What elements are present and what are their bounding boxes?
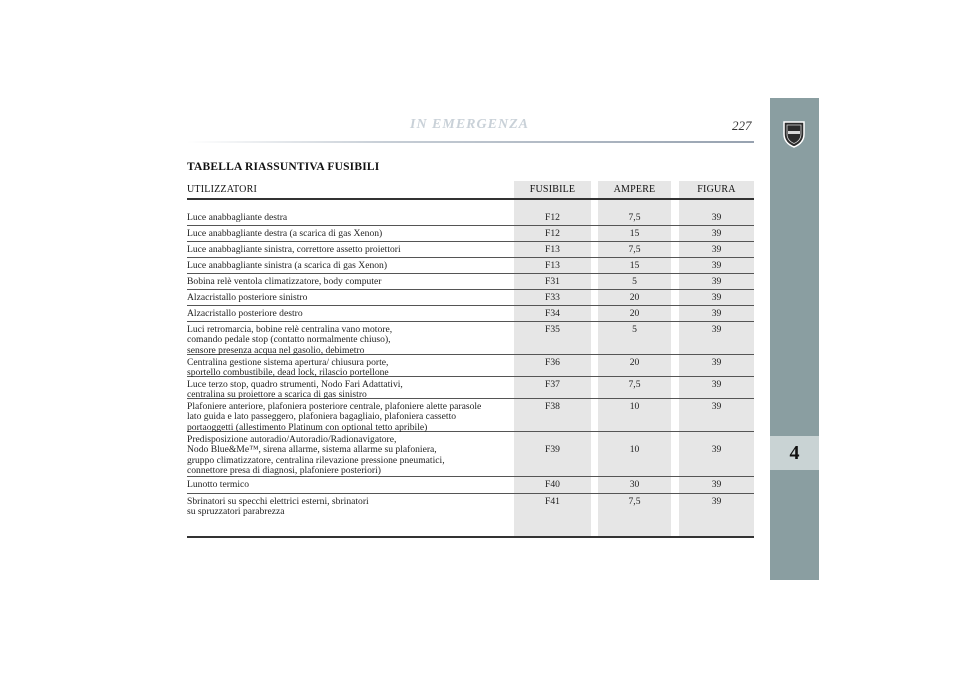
table-row bbox=[187, 432, 754, 477]
cell-figura: 39 bbox=[711, 379, 722, 390]
cell-ampere: 20 bbox=[629, 357, 640, 368]
cell-fusibile: F41 bbox=[545, 496, 560, 507]
column-header-utilizzatori: UTILIZZATORI bbox=[187, 184, 257, 195]
cell-figura: 39 bbox=[711, 228, 722, 239]
cell-utilizzatori: Lunotto termico bbox=[187, 479, 250, 490]
cell-fusibile: F31 bbox=[545, 276, 560, 287]
cell-figura: 39 bbox=[711, 260, 722, 271]
cell-figura: 39 bbox=[711, 479, 722, 490]
cell-utilizzatori: Centralina gestione sistema apertura/ chiusura porte, sportello combustibile, dead lock, rilascio portellone bbox=[187, 357, 389, 379]
column-header-ampere: AMPERE bbox=[613, 184, 656, 195]
cell-figura: 39 bbox=[711, 276, 722, 287]
chapter-number: 4 bbox=[770, 436, 819, 470]
cell-ampere: 20 bbox=[629, 308, 640, 319]
cell-ampere: 5 bbox=[632, 276, 637, 287]
cell-utilizzatori: Luce terzo stop, quadro strumenti, Nodo Fari Adattativi, centralina su proiettore a scarica di gas sinistro bbox=[187, 379, 403, 401]
cell-figura: 39 bbox=[711, 357, 722, 368]
cell-fusibile: F13 bbox=[545, 244, 560, 255]
cell-utilizzatori: Bobina relè ventola climatizzatore, body computer bbox=[187, 276, 382, 287]
cell-ampere: 15 bbox=[629, 260, 640, 271]
cell-fusibile: F38 bbox=[545, 401, 560, 412]
table-row bbox=[187, 322, 754, 355]
table-row bbox=[187, 274, 754, 290]
cell-fusibile: F40 bbox=[545, 479, 560, 490]
fuse-table-body bbox=[187, 210, 754, 518]
cell-ampere: 10 bbox=[629, 401, 640, 412]
table-row bbox=[187, 242, 754, 258]
section-title: TABELLA RIASSUNTIVA FUSIBILI bbox=[187, 161, 380, 173]
cell-fusibile: F13 bbox=[545, 260, 560, 271]
cell-figura: 39 bbox=[711, 244, 722, 255]
table-row bbox=[187, 290, 754, 306]
cell-figura: 39 bbox=[711, 308, 722, 319]
cell-fusibile: F34 bbox=[545, 308, 560, 319]
cell-utilizzatori: Luci retromarcia, bobine relè centralina vano motore, comando pedale stop (contatto normalmente chiuso), sensore presenza acqua nel gasolio, debimetro bbox=[187, 324, 393, 356]
cell-utilizzatori: Sbrinatori su specchi elettrici esterni, sbrinatori su spruzzatori parabrezza bbox=[187, 496, 369, 518]
cell-fusibile: F12 bbox=[545, 228, 560, 239]
cell-ampere: 7,5 bbox=[628, 244, 641, 255]
cell-ampere: 30 bbox=[629, 479, 640, 490]
cell-ampere: 7,5 bbox=[628, 496, 641, 507]
cell-utilizzatori: Alzacristallo posteriore sinistro bbox=[187, 292, 308, 303]
cell-ampere: 5 bbox=[632, 324, 637, 335]
cell-ampere: 20 bbox=[629, 292, 640, 303]
table-row bbox=[187, 306, 754, 322]
table-row bbox=[187, 494, 754, 518]
table-row bbox=[187, 399, 754, 432]
table-row bbox=[187, 226, 754, 242]
cell-figura: 39 bbox=[711, 496, 722, 507]
cell-figura: 39 bbox=[711, 292, 722, 303]
cell-utilizzatori: Plafoniere anteriore, plafoniera posteriore centrale, plafoniere alette parasole lato guida e lato passeggero, plafoniera bagagliaio, plafoniera cassetto portaoggetti (allestimento Platinum con optional tetto apribile) bbox=[187, 401, 482, 433]
cell-ampere: 10 bbox=[629, 444, 640, 455]
table-row bbox=[187, 210, 754, 226]
cell-fusibile: F35 bbox=[545, 324, 560, 335]
cell-figura: 39 bbox=[711, 401, 722, 412]
cell-fusibile: F36 bbox=[545, 357, 560, 368]
cell-utilizzatori: Predisposizione autoradio/Autoradio/Radionavigatore, Nodo Blue&Me™, sirena allarme, sistema allarme su plafoniera, gruppo climatizzatore, centralina rilevazione pressione pneumatici, connettore presa di diagnosi, plafoniere posteriori) bbox=[187, 434, 445, 477]
cell-figura: 39 bbox=[711, 444, 722, 455]
cell-utilizzatori: Luce anabbagliante sinistra (a scarica di gas Xenon) bbox=[187, 260, 388, 271]
table-row bbox=[187, 377, 754, 399]
cell-utilizzatori: Luce anabbagliante destra (a scarica di gas Xenon) bbox=[187, 228, 383, 239]
cell-fusibile: F37 bbox=[545, 379, 560, 390]
cell-figura: 39 bbox=[711, 324, 722, 335]
cell-ampere: 7,5 bbox=[628, 212, 641, 223]
cell-figura: 39 bbox=[711, 212, 722, 223]
table-row bbox=[187, 355, 754, 377]
column-header-fusibile: FUSIBILE bbox=[529, 184, 576, 195]
cell-fusibile: F39 bbox=[545, 444, 560, 455]
table-row bbox=[187, 477, 754, 494]
cell-fusibile: F33 bbox=[545, 292, 560, 303]
side-tab bbox=[770, 98, 819, 580]
lancia-shield-icon bbox=[781, 120, 807, 148]
cell-utilizzatori: Alzacristallo posteriore destro bbox=[187, 308, 303, 319]
cell-utilizzatori: Luce anabbagliante destra bbox=[187, 212, 288, 223]
page-number: 227 bbox=[732, 118, 752, 133]
table-row bbox=[187, 258, 754, 274]
table-bottom-rule bbox=[187, 536, 754, 538]
cell-utilizzatori: Luce anabbagliante sinistra, correttore assetto proiettori bbox=[187, 244, 401, 255]
header-divider bbox=[187, 198, 754, 200]
cell-fusibile: F12 bbox=[545, 212, 560, 223]
cell-ampere: 15 bbox=[629, 228, 640, 239]
column-header-figura: FIGURA bbox=[697, 184, 736, 195]
header-title: IN EMERGENZA bbox=[410, 117, 529, 132]
cell-ampere: 7,5 bbox=[628, 379, 641, 390]
header-rule bbox=[187, 141, 754, 143]
